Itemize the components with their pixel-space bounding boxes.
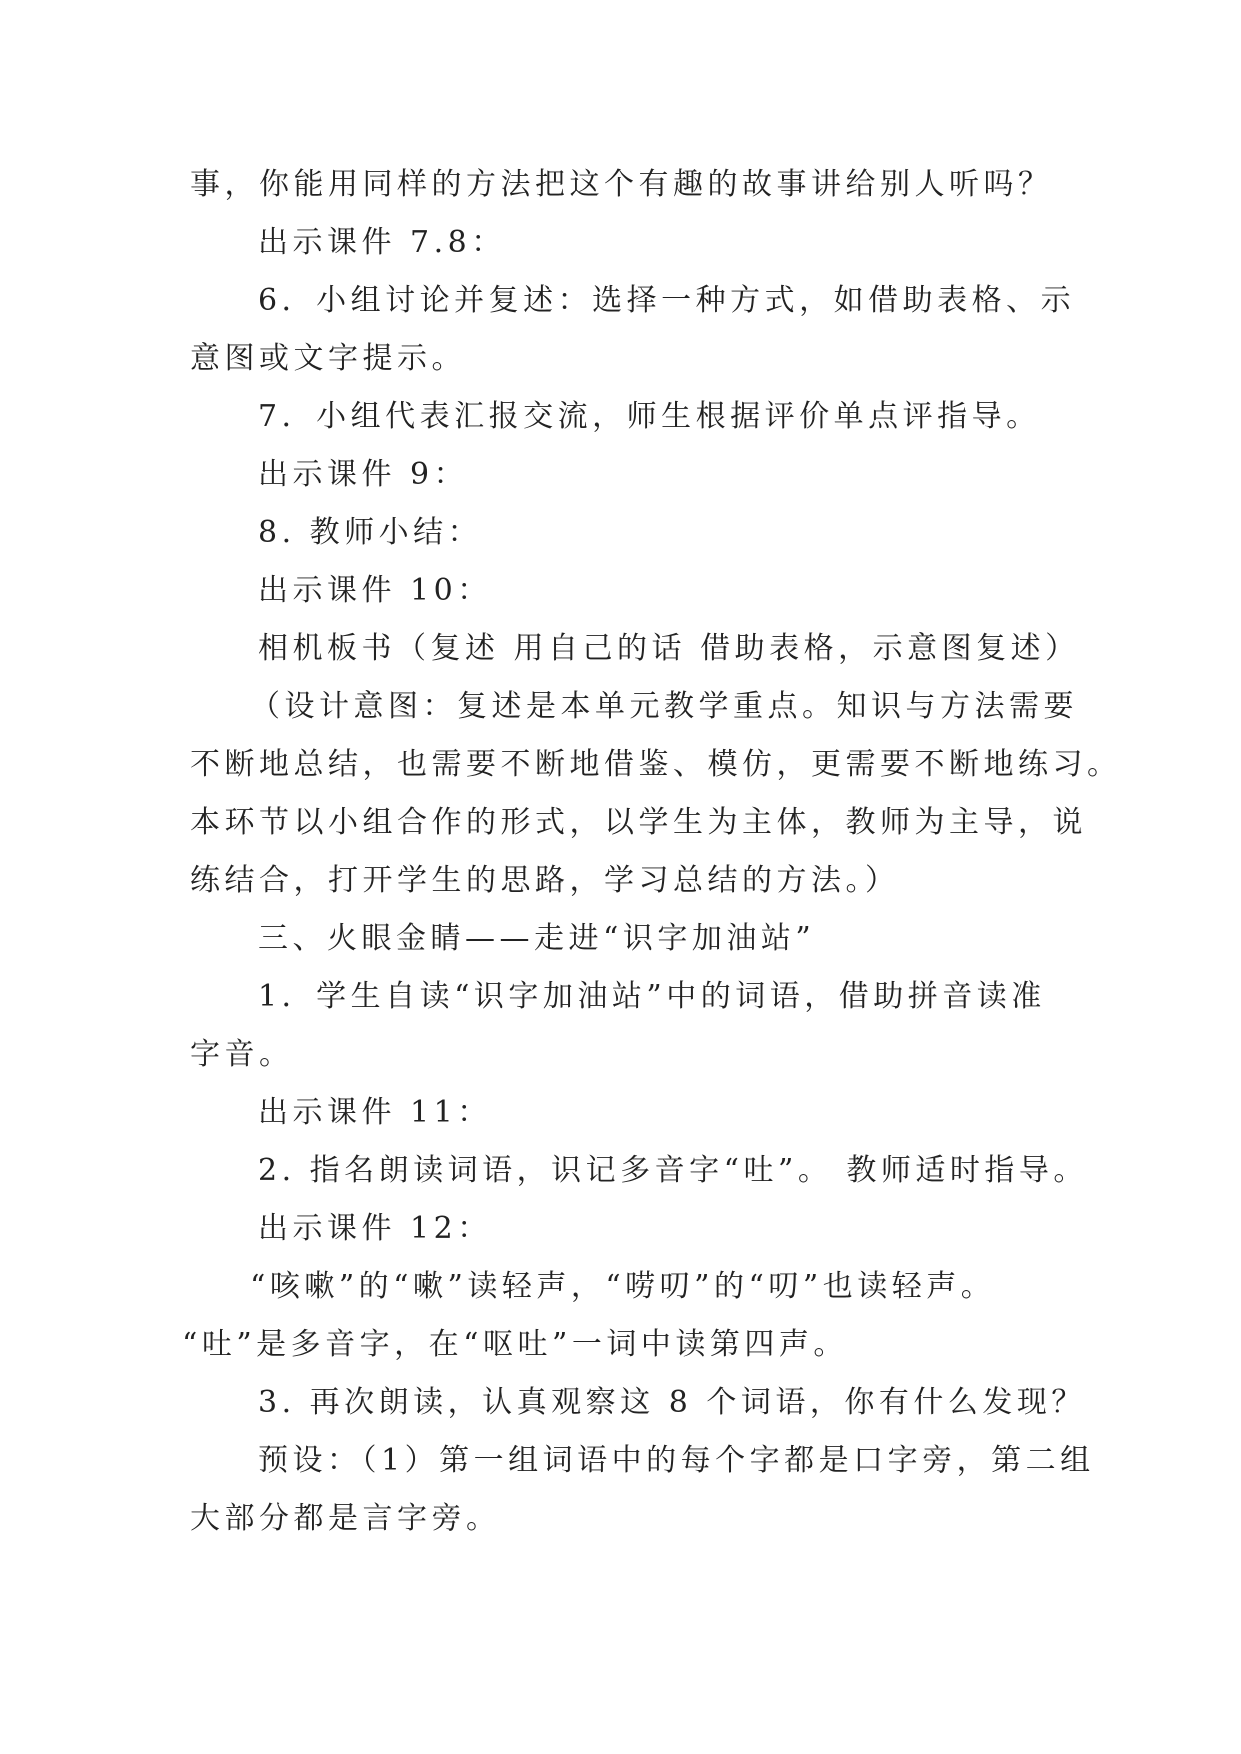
text-line: 2. 指名朗读词语，识记多音字“吐”。 教师适时指导。: [258, 1153, 1088, 1188]
text-line: 6．小组讨论并复述：选择一种方式，如借助表格、示: [258, 283, 1076, 318]
text-line: 字音。: [190, 1037, 294, 1072]
section-heading: 三、火眼金睛——走进“识字加油站”: [258, 921, 816, 956]
text-line: 3. 再次朗读，认真观察这 8 个词语，你有什么发现？: [258, 1385, 1086, 1420]
text-line: 相机板书（复述 用自己的话 借助表格，示意图复述）: [258, 631, 1080, 666]
text-line: 7．小组代表汇报交流，师生根据评价单点评指导。: [258, 399, 1041, 434]
text-line: 本环节以小组合作的形式，以学生为主体，教师为主导，说: [190, 805, 1087, 840]
text-line: （设计意图：复述是本单元教学重点。知识与方法需要: [250, 689, 1078, 724]
text-line: “咳嗽”的“嗽”读轻声，“唠叨”的“叨”也读轻声。: [250, 1269, 996, 1304]
text-line: 事，你能用同样的方法把这个有趣的故事讲给别人听吗？: [190, 167, 1053, 202]
text-line: 预设：（1）第一组词语中的每个字都是口字旁，第二组: [258, 1443, 1095, 1478]
text-line: “吐”是多音字，在“呕吐”一词中读第四声。: [182, 1327, 848, 1362]
text-line: 1．学生自读“识字加油站”中的词语，借助拼音读准: [258, 979, 1046, 1014]
text-line: 出示课件 11：: [258, 1095, 492, 1130]
text-line: 出示课件 10：: [258, 573, 492, 608]
text-line: 练结合，打开学生的思路，学习总结的方法。）: [190, 863, 900, 898]
text-line: 8. 教师小结：: [258, 515, 483, 550]
text-line: 大部分都是言字旁。: [190, 1501, 501, 1536]
text-line: 不断地总结，也需要不断地借鉴、模仿，更需要不断地练习。: [190, 747, 1122, 782]
text-line: 出示课件 12：: [258, 1211, 492, 1246]
text-line: 意图或文字提示。: [190, 341, 466, 376]
text-line: 出示课件 7.8：: [258, 225, 506, 260]
text-line: 出示课件 9：: [258, 457, 469, 492]
